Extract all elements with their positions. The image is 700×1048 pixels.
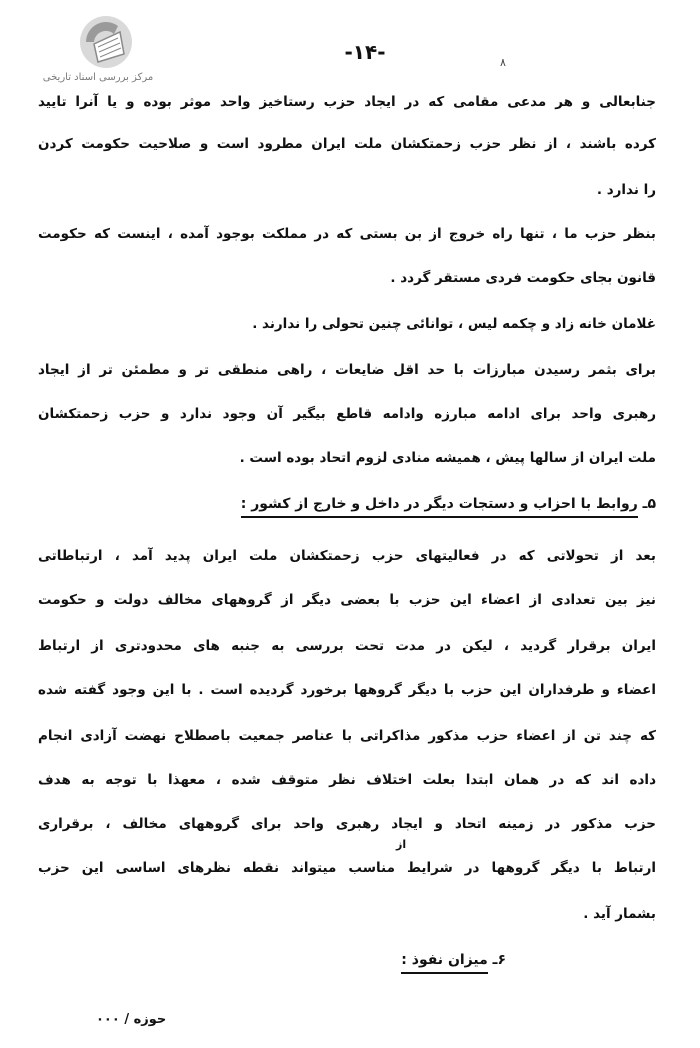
archive-logo	[18, 14, 178, 94]
section-6-heading	[401, 950, 506, 974]
archive-emblem-icon	[74, 14, 138, 70]
text-line: ارتباط با دیگر گروهها در شرایط مناسب میتواند نقطه نظرهای اساسی این حزب	[38, 860, 656, 876]
text-line: داده اند که در همان ابتدا بعلت اختلاف نظر متوقف شده ، معهذا با توجه به هدف	[38, 772, 656, 788]
text-line: کرده باشند ، از نظر حزب زحمتکشان ملت ایران مطرود است و صلاحیت حکومت کردن	[38, 136, 656, 152]
text-line: قانون بجای حکومت فردی مستقر گردد .	[390, 270, 656, 286]
footer-note: حوزه / ۰۰۰	[96, 1012, 167, 1027]
section-6-title: میزان نفوذ :	[401, 950, 487, 974]
text-line: را ندارد .	[596, 182, 656, 198]
text-line: رهبری واحد برای ادامه مبارزه وادامه قاطع بیگیر آن وجود ندارد و حزب زحمتکشان	[38, 406, 656, 422]
section-5-number: ۵ـ	[642, 496, 656, 512]
text-line: غلامان خانه زاد و چکمه لیس ، توانائی چنین تحولی را ندارند .	[252, 316, 656, 332]
text-line: بشمار آید .	[583, 906, 656, 922]
text-line: بعد از تحولاتی که در فعالیتهای حزب زحمتکشان ملت ایران پدید آمد ، ارتباطاتی	[38, 548, 656, 564]
archive-logo-text: مرکز بررسی اسناد تاریخی	[42, 72, 154, 83]
text-line: نیز بین تعدادی از اعضاء این حزب با بعضی دیگر از گروههای مخالف دولت و حکومت	[38, 592, 656, 608]
section-5-title: روابط با احزاب و دستجات دیگر در داخل و خارج از کشور :	[241, 494, 638, 518]
text-line: حزب مذکور در زمینه اتحاد و ایجاد رهبری واحد برای گروههای مخالف ، برقراری	[38, 816, 656, 832]
section-5-heading	[241, 494, 656, 518]
text-line: ملت ایران از سالها پیش ، همیشه منادی لزوم اتحاد بوده است .	[239, 450, 656, 466]
page-number: -۱۴-	[344, 40, 386, 64]
text-line: اعضاء و طرفداران این حزب با دیگر گروهها برخورد گردیده است . با این وجود گفته شده	[38, 682, 656, 698]
text-line: ایران برقرار گردید ، لیکن در مدت تحت بررسی به جنبه های محدودتری از ارتباط	[38, 638, 656, 654]
text-line: جنابعالی و هر مدعی مقامی که در ایجاد حزب رستاخیز واحد موثر بوده و یا آنرا تایید	[38, 94, 656, 110]
text-line: بنظر حزب ما ، تنها راه خروج از بن بستی که در مملکت بوجود آمده ، اینست که حکومت	[38, 226, 656, 242]
handwritten-insert: از	[396, 838, 407, 851]
text-line: که چند تن از اعضاء حزب مذکور مذاکراتی با عناصر جمعیت باصطلاح نهضت آزادی انجام	[38, 728, 656, 744]
section-6-number: ۶ـ	[492, 952, 506, 968]
page-corner-mark: ۸	[500, 56, 506, 69]
text-line: برای بثمر رسیدن مبارزات با حد اقل ضایعات ، راهی منطقی تر و مطمئن تر از ایجاد	[38, 362, 656, 378]
